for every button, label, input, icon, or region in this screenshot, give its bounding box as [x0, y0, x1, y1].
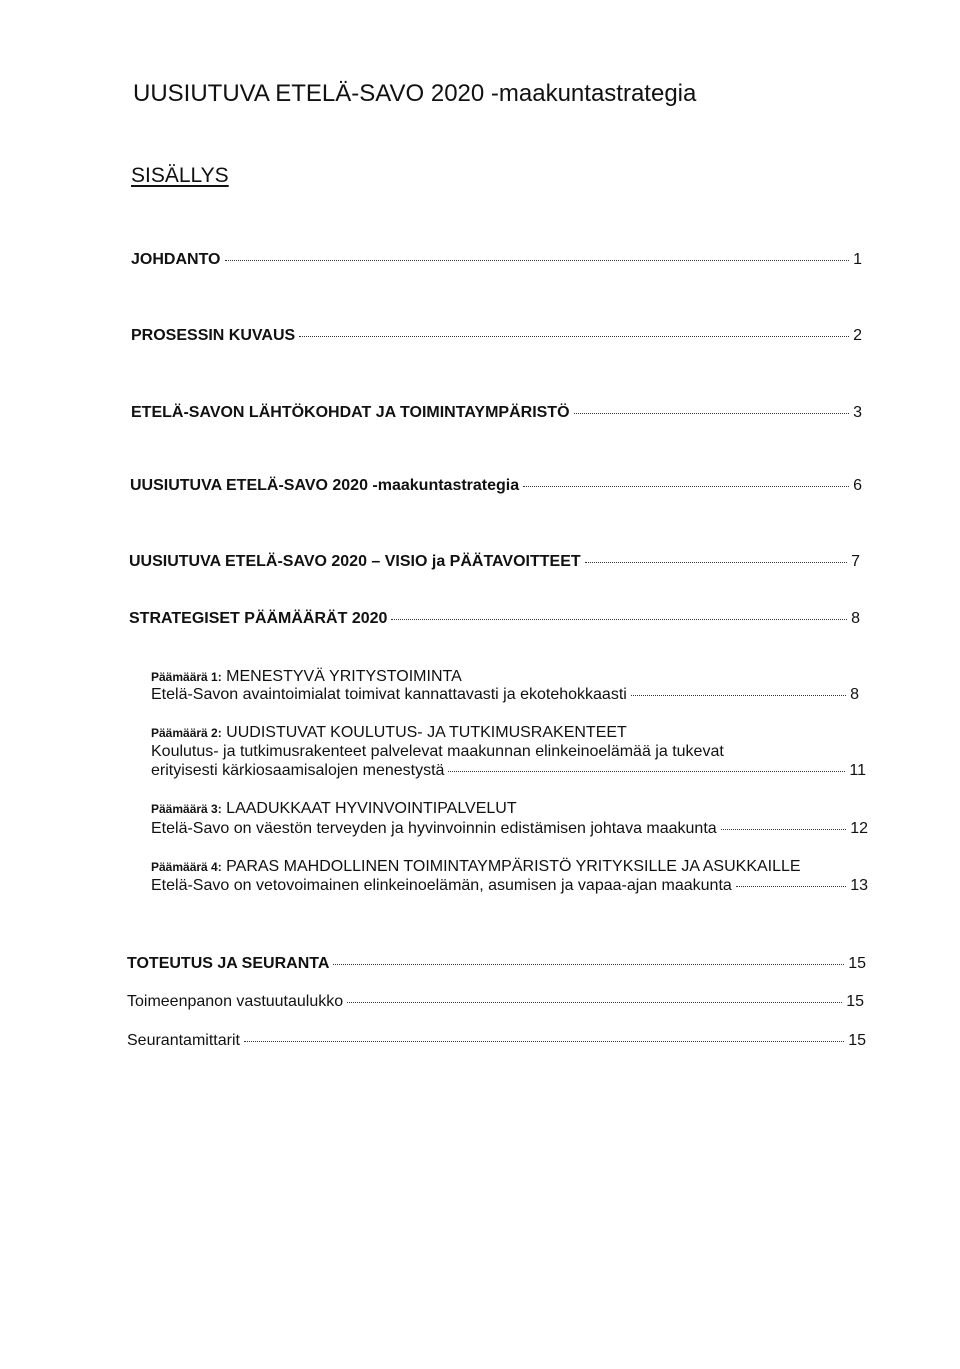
toc-entry-prosessin-kuvaus[interactable]: [131, 326, 862, 346]
toc-entry-page: 15: [846, 993, 864, 1010]
toc-entry-label: STRATEGISET PÄÄMÄÄRÄT 2020: [129, 610, 388, 627]
goal-3-heading: [151, 799, 517, 819]
toc-entry-page: 2: [853, 327, 862, 344]
dot-leader: [721, 828, 847, 830]
goal-title: LAADUKKAAT HYVINVOINTIPALVELUT: [226, 800, 517, 817]
goal-description: Etelä-Savon avaintoimialat toimivat kannattavasti ja ekotehokkaasti: [151, 686, 627, 703]
toc-entry-label: PROSESSIN KUVAUS: [131, 327, 296, 344]
toc-entry-page: 15: [848, 1032, 866, 1049]
goal-2-heading: [151, 723, 627, 743]
dot-leader: [585, 561, 847, 563]
goal-prefix: Päämäärä 3:: [151, 802, 222, 816]
dot-leader: [391, 618, 847, 620]
goal-title: MENESTYVÄ YRITYSTOIMINTA: [226, 668, 462, 685]
goal-description: erityisesti kärkiosaamisalojen menestystä: [151, 762, 445, 779]
goal-prefix: Päämäärä 4:: [151, 860, 222, 874]
goal-4-heading: [151, 857, 801, 877]
toc-entry-page: 7: [851, 553, 860, 570]
dot-leader: [448, 770, 845, 772]
toc-entry-goal-1[interactable]: [151, 685, 859, 705]
toc-entry-label: TOTEUTUS JA SEURANTA: [127, 955, 330, 972]
toc-entry-label: UUSIUTUVA ETELÄ-SAVO 2020 -maakuntastrategia: [130, 477, 520, 494]
toc-entry-goal-4[interactable]: [151, 876, 868, 896]
dot-leader: [347, 1001, 842, 1003]
goal-description: Koulutus- ja tutkimusrakenteet palvelevat maakunnan elinkeinoelämää ja tukevat: [151, 743, 724, 760]
toc-entry-page: 8: [850, 686, 859, 703]
goal-title: UUDISTUVAT KOULUTUS- JA TUTKIMUSRAKENTEET: [226, 724, 627, 741]
dot-leader: [333, 963, 844, 965]
toc-entry-label: UUSIUTUVA ETELÄ-SAVO 2020 – VISIO ja PÄÄTAVOITTEET: [129, 553, 581, 570]
toc-heading: SISÄLLYS: [131, 164, 229, 187]
dot-leader: [574, 412, 850, 414]
toc-entry-maakuntastrategia[interactable]: [130, 476, 862, 496]
toc-entry-label: Toimeenpanon vastuutaulukko: [127, 993, 344, 1010]
toc-entry-vastuutaulukko[interactable]: [127, 992, 864, 1012]
dot-leader: [244, 1040, 844, 1042]
document-title: UUSIUTUVA ETELÄ-SAVO 2020 -maakuntastrategia: [133, 80, 697, 107]
toc-entry-label: Seurantamittarit: [127, 1032, 240, 1049]
goal-title: PARAS MAHDOLLINEN TOIMINTAYMPÄRISTÖ YRITYKSILLE JA ASUKKAILLE: [226, 858, 801, 875]
toc-entry-page: 13: [850, 877, 868, 894]
goal-1-heading: [151, 667, 462, 687]
toc-entry-seurantamittarit[interactable]: [127, 1031, 866, 1051]
goal-prefix: Päämäärä 2:: [151, 726, 222, 740]
goal-prefix: Päämäärä 1:: [151, 670, 222, 684]
dot-leader: [299, 335, 849, 337]
toc-entry-goal-2[interactable]: [151, 761, 866, 781]
toc-entry-toteutus[interactable]: [127, 954, 866, 974]
toc-entry-page: 3: [853, 404, 862, 421]
toc-entry-label: JOHDANTO: [131, 251, 221, 268]
toc-entry-visio[interactable]: [129, 552, 860, 572]
toc-entry-goal-3[interactable]: [151, 819, 868, 839]
toc-entry-lahtokohdat[interactable]: [131, 403, 862, 423]
toc-entry-page: 15: [848, 955, 866, 972]
toc-entry-page: 6: [853, 477, 862, 494]
toc-entry-label: ETELÄ-SAVON LÄHTÖKOHDAT JA TOIMINTAYMPÄRISTÖ: [131, 404, 570, 421]
toc-entry-page: 12: [850, 820, 868, 837]
toc-entry-page: 1: [853, 251, 862, 268]
dot-leader: [631, 694, 846, 696]
goal-description: Etelä-Savo on vetovoimainen elinkeinoelämän, asumisen ja vapaa-ajan maakunta: [151, 877, 732, 894]
dot-leader: [225, 259, 850, 261]
toc-entry-johdanto[interactable]: [131, 250, 862, 270]
dot-leader: [736, 885, 846, 887]
dot-leader: [523, 485, 849, 487]
toc-entry-page: 11: [849, 762, 866, 779]
goal-description: Etelä-Savo on väestön terveyden ja hyvinvoinnin edistämisen johtava maakunta: [151, 820, 717, 837]
toc-entry-strategiset-paamaarat[interactable]: [129, 609, 860, 629]
toc-entry-page: 8: [851, 610, 860, 627]
